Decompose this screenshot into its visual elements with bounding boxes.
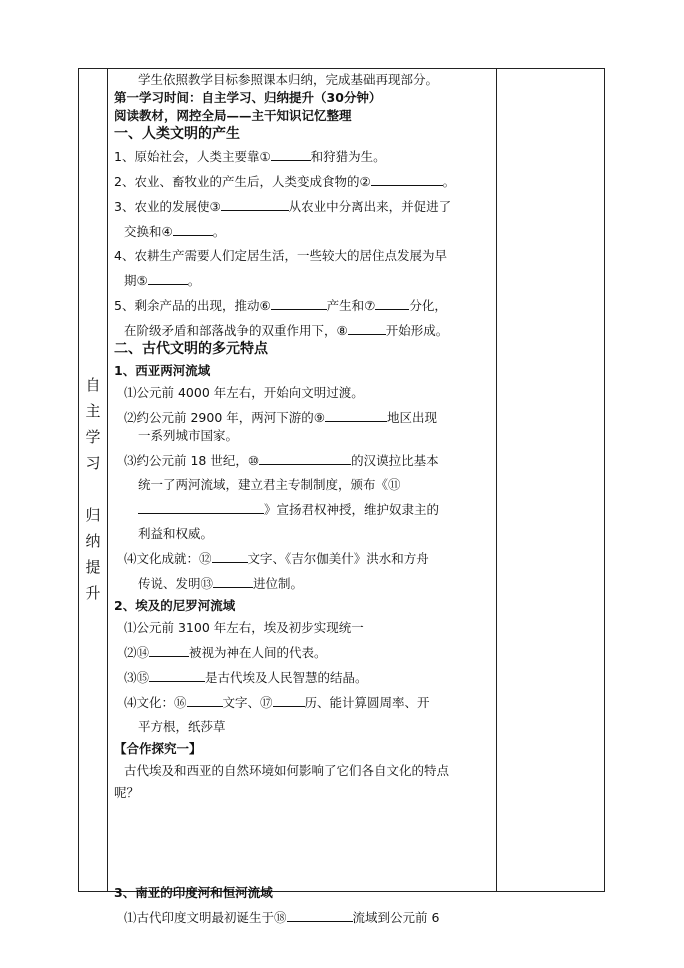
heading-west-asia: 1、西亚两河流域: [114, 363, 211, 378]
blank-14[interactable]: [149, 643, 189, 657]
question-5-cont: 在阶级矛盾和部落战争的双重作用下，⑧ 开始形成。: [124, 323, 449, 338]
blank-2[interactable]: [371, 172, 443, 186]
side-label-char: 习: [85, 454, 101, 472]
cooperation-question-cont: 呢？: [114, 785, 140, 800]
item-south-asia-1: ⑴古代印度文明最初诞生于⑱ 流域到公元前 6: [124, 910, 440, 925]
intro-line: 学生依照教学目标参照课本归纳，完成基础再现部分。: [138, 72, 439, 87]
question-3-cont: 交换和④ 。: [124, 224, 226, 239]
blank-15[interactable]: [149, 668, 205, 682]
side-label-char: 纳: [85, 532, 101, 550]
blank-13[interactable]: [213, 574, 253, 588]
heading-civilization-origin: 一、人类文明的产生: [114, 126, 240, 142]
blank-16[interactable]: [187, 693, 223, 707]
question-3: 3、农业的发展使③ 从农业中分离出来，并促进了: [114, 199, 452, 214]
item-egypt-2: ⑵⑭ 被视为神在人间的代表。: [124, 645, 327, 660]
blank-5[interactable]: [148, 271, 188, 285]
blank-12[interactable]: [212, 549, 248, 563]
item-egypt-4-cont: 平方根，纸莎草: [138, 719, 226, 734]
item-west-asia-3: ⑶约公元前 18 世纪，⑩ 的汉谟拉比基本: [124, 453, 439, 468]
item-egypt-4: ⑷文化：⑯ 文字、⑰ 历、能计算圆周率、开: [124, 695, 430, 710]
item-west-asia-4-cont: 传说、发明⑬ 进位制。: [138, 576, 304, 591]
side-label-char: 升: [85, 584, 101, 602]
blank-9[interactable]: [325, 408, 387, 422]
blank-3[interactable]: [221, 197, 289, 211]
content-area: [114, 71, 494, 927]
side-label: [78, 372, 108, 606]
heading-egypt: 2、埃及的尼罗河流域: [114, 598, 236, 613]
question-5: 5、剩余产品的出现，推动⑥ 产生和⑦ 分化，: [114, 298, 447, 313]
question-2: 2、农业、畜牧业的产生后，人类变成食物的② 。: [114, 174, 456, 189]
blank-10[interactable]: [259, 451, 351, 465]
blank-8[interactable]: [348, 321, 386, 335]
side-label-char: 归: [85, 506, 101, 524]
side-label-char: 提: [85, 558, 101, 576]
side-label-char: 学: [85, 428, 101, 446]
question-4: 4、农耕生产需要人们定居生活，一些较大的居住点发展为早: [114, 248, 447, 263]
right-column-divider: [496, 68, 497, 892]
blank-1[interactable]: [271, 147, 311, 161]
blank-18[interactable]: [287, 908, 353, 922]
side-label-char: 自: [85, 376, 101, 394]
heading-diverse-features: 二、古代文明的多元特点: [114, 341, 268, 357]
heading-cooperation: 【合作探究一】: [114, 741, 202, 756]
blank-11[interactable]: [138, 500, 264, 514]
reading-heading: 阅读教材，网控全局——主干知识记忆整理: [114, 108, 352, 123]
item-west-asia-3-cont: 统一了两河流域，建立君主专制制度，颁布《⑪: [138, 477, 401, 492]
blank-6[interactable]: [271, 296, 327, 310]
item-west-asia-1: ⑴公元前 4000 年左右，开始向文明过渡。: [124, 385, 364, 400]
question-1: 1、原始社会，人类主要靠① 和狩猎为生。: [114, 149, 386, 164]
blank-7[interactable]: [375, 296, 409, 310]
item-west-asia-3-cont2: 》宣扬君权神授，维护奴隶主的: [114, 500, 494, 519]
item-west-asia-3-cont3: 利益和权威。: [138, 526, 214, 541]
side-label-char: 主: [85, 402, 101, 420]
section-time-heading: 第一学习时间：自主学习、归纳提升（30分钟）: [114, 90, 382, 105]
item-egypt-1: ⑴公元前 3100 年左右，埃及初步实现统一: [124, 620, 364, 635]
item-west-asia-2: ⑵约公元前 2900 年，两河下游的⑨ 地区出现: [124, 410, 437, 425]
item-egypt-3: ⑶⑮ 是古代埃及人民智慧的结晶。: [124, 670, 368, 685]
blank-4[interactable]: [173, 222, 213, 236]
item-west-asia-4: ⑷文化成就：⑫ 文字、《吉尔伽美什》洪水和方舟: [124, 551, 429, 566]
item-west-asia-2-cont: 一系列城市国家。: [138, 428, 239, 443]
question-4-cont: 期⑤ 。: [124, 273, 201, 288]
heading-south-asia: 3、南亚的印度河和恒河流域: [114, 885, 273, 900]
cooperation-question: 古代埃及和西亚的自然环境如何影响了它们各自文化的特点: [124, 763, 450, 778]
side-label-gap: [78, 476, 108, 502]
blank-17[interactable]: [273, 693, 305, 707]
